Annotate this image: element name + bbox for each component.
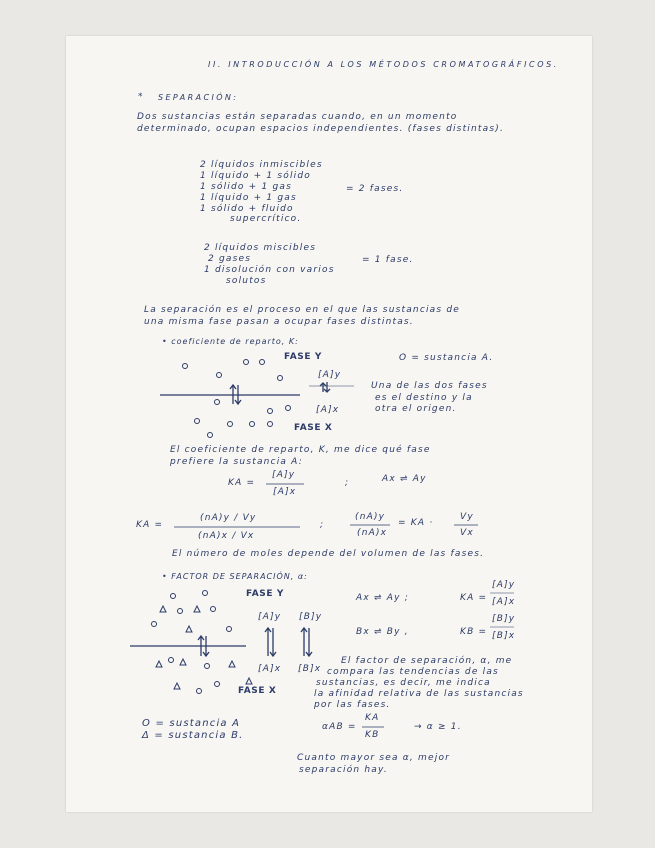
two-phase-item: 2 líquidos inmiscibles: [200, 160, 323, 170]
equilibrium-a: Ax ⇌ Ay ;: [356, 593, 409, 603]
eq2-numerator-3: Vy: [460, 512, 474, 522]
concentration-a-x: [A]x: [316, 405, 340, 415]
alpha-numerator: KA: [365, 713, 380, 723]
eq2-lhs: KA =: [136, 520, 164, 530]
eq2-denominator: (nA)x / Vx: [198, 531, 255, 541]
eq2-separator: ;: [320, 520, 325, 530]
ka-denominator: [A]x: [492, 597, 516, 607]
figure1-note-line-2: es el destino y la: [375, 393, 473, 403]
eq2-numerator-2: (nA)y: [355, 512, 386, 522]
two-phase-item: 1 sólido + 1 gas: [200, 182, 292, 192]
alpha-lhs: αAB =: [322, 722, 357, 732]
separation-definition-line-1: Dos sustancias están separadas cuando, en un momento: [137, 112, 458, 122]
factor-definition-line: compara las tendencias de las: [327, 667, 499, 677]
factor-heading: • FACTOR DE SEPARACIÓN, α:: [162, 572, 308, 581]
process-definition-line-2: una misma fase pasan a ocupar fases distintas.: [144, 317, 414, 327]
coefficient-definition-line-2: prefiere la sustancia A:: [170, 457, 303, 467]
two-phase-item: 1 sólido + fluido: [200, 204, 294, 214]
one-phase-item: 1 disolución con varios: [204, 265, 335, 275]
factor-definition-line: la afinidad relativa de las sustancias: [314, 689, 524, 699]
concentration-b-y: [B]y: [299, 612, 323, 622]
final-note-line-1: Cuanto mayor sea α, mejor: [297, 753, 451, 763]
eq2-denominator-2: (nA)x: [357, 528, 388, 538]
page-title: II. INTRODUCCIÓN A LOS MÉTODOS CROMATOGRÁFICOS.: [208, 60, 559, 69]
concentration-a-y: [A]y: [318, 370, 342, 380]
equilibrium-b: Bx ⇌ By ,: [356, 627, 409, 637]
eq1-numerator: [A]y: [272, 470, 296, 480]
eq2-numerator: (nA)y / Vy: [200, 513, 257, 523]
coefficient-heading: • coeficiente de reparto, K:: [162, 337, 299, 346]
eq2-middle: = KA ·: [398, 518, 434, 528]
legend-substance-a: O = sustancia A.: [399, 353, 494, 363]
eq1-separator: ;: [345, 478, 350, 488]
legend-substance-a: O = sustancia A: [142, 718, 241, 729]
separation-definition-line-2: determinado, ocupan espacios independientes. (fases distintas).: [137, 124, 505, 134]
factor-definition-line: sustancias, es decir, me indica: [316, 678, 491, 688]
two-phase-result: = 2 fases.: [346, 184, 404, 194]
alpha-denominator: KB: [365, 730, 380, 740]
phase-label-x: FASE X: [238, 686, 277, 696]
kb-label: KB =: [460, 627, 488, 637]
eq1-denominator: [A]x: [273, 487, 297, 497]
two-phase-item: supercrítico.: [230, 214, 302, 224]
phase-label-y: FASE Y: [246, 589, 284, 599]
one-phase-item: 2 gases: [208, 254, 252, 264]
two-phase-item: 1 líquido + 1 sólido: [200, 171, 311, 181]
legend-substance-b: Δ = sustancia B.: [142, 730, 244, 741]
kb-denominator: [B]x: [492, 631, 516, 641]
phase-label-y: FASE Y: [284, 352, 322, 362]
alpha-rhs: → α ≥ 1.: [414, 722, 462, 732]
ka-numerator: [A]y: [492, 580, 516, 590]
bullet-asterisk: *: [138, 92, 144, 102]
ka-label: KA =: [460, 593, 488, 603]
one-phase-item: solutos: [226, 276, 267, 286]
one-phase-item: 2 líquidos miscibles: [204, 243, 317, 253]
eq2-denominator-3: Vx: [460, 528, 474, 538]
two-phase-item: 1 líquido + 1 gas: [200, 193, 297, 203]
concentration-a-x: [A]x: [258, 664, 282, 674]
eq1-lhs: KA =: [228, 478, 256, 488]
concentration-a-y: [A]y: [258, 612, 282, 622]
process-definition-line-1: La separación es el proceso en el que las sustancias de: [144, 305, 461, 315]
factor-definition-line: por las fases.: [314, 700, 391, 710]
figure1-note-line-1: Una de las dos fases: [371, 381, 488, 391]
moles-note: El número de moles depende del volumen de las fases.: [172, 549, 485, 559]
section-heading-separacion: SEPARACIÓN:: [158, 93, 239, 102]
kb-numerator: [B]y: [492, 614, 516, 624]
eq1-equilibrium: Ax ⇌ Ay: [382, 474, 427, 484]
factor-definition-line: El factor de separación, α, me: [341, 656, 513, 666]
coefficient-definition-line-1: El coeficiente de reparto, K, me dice qué fase: [170, 445, 431, 455]
final-note-line-2: separación hay.: [299, 765, 388, 775]
one-phase-result: = 1 fase.: [362, 255, 414, 265]
concentration-b-x: [B]x: [298, 664, 322, 674]
figure1-note-line-3: otra el origen.: [375, 404, 457, 414]
phase-label-x: FASE X: [294, 423, 333, 433]
